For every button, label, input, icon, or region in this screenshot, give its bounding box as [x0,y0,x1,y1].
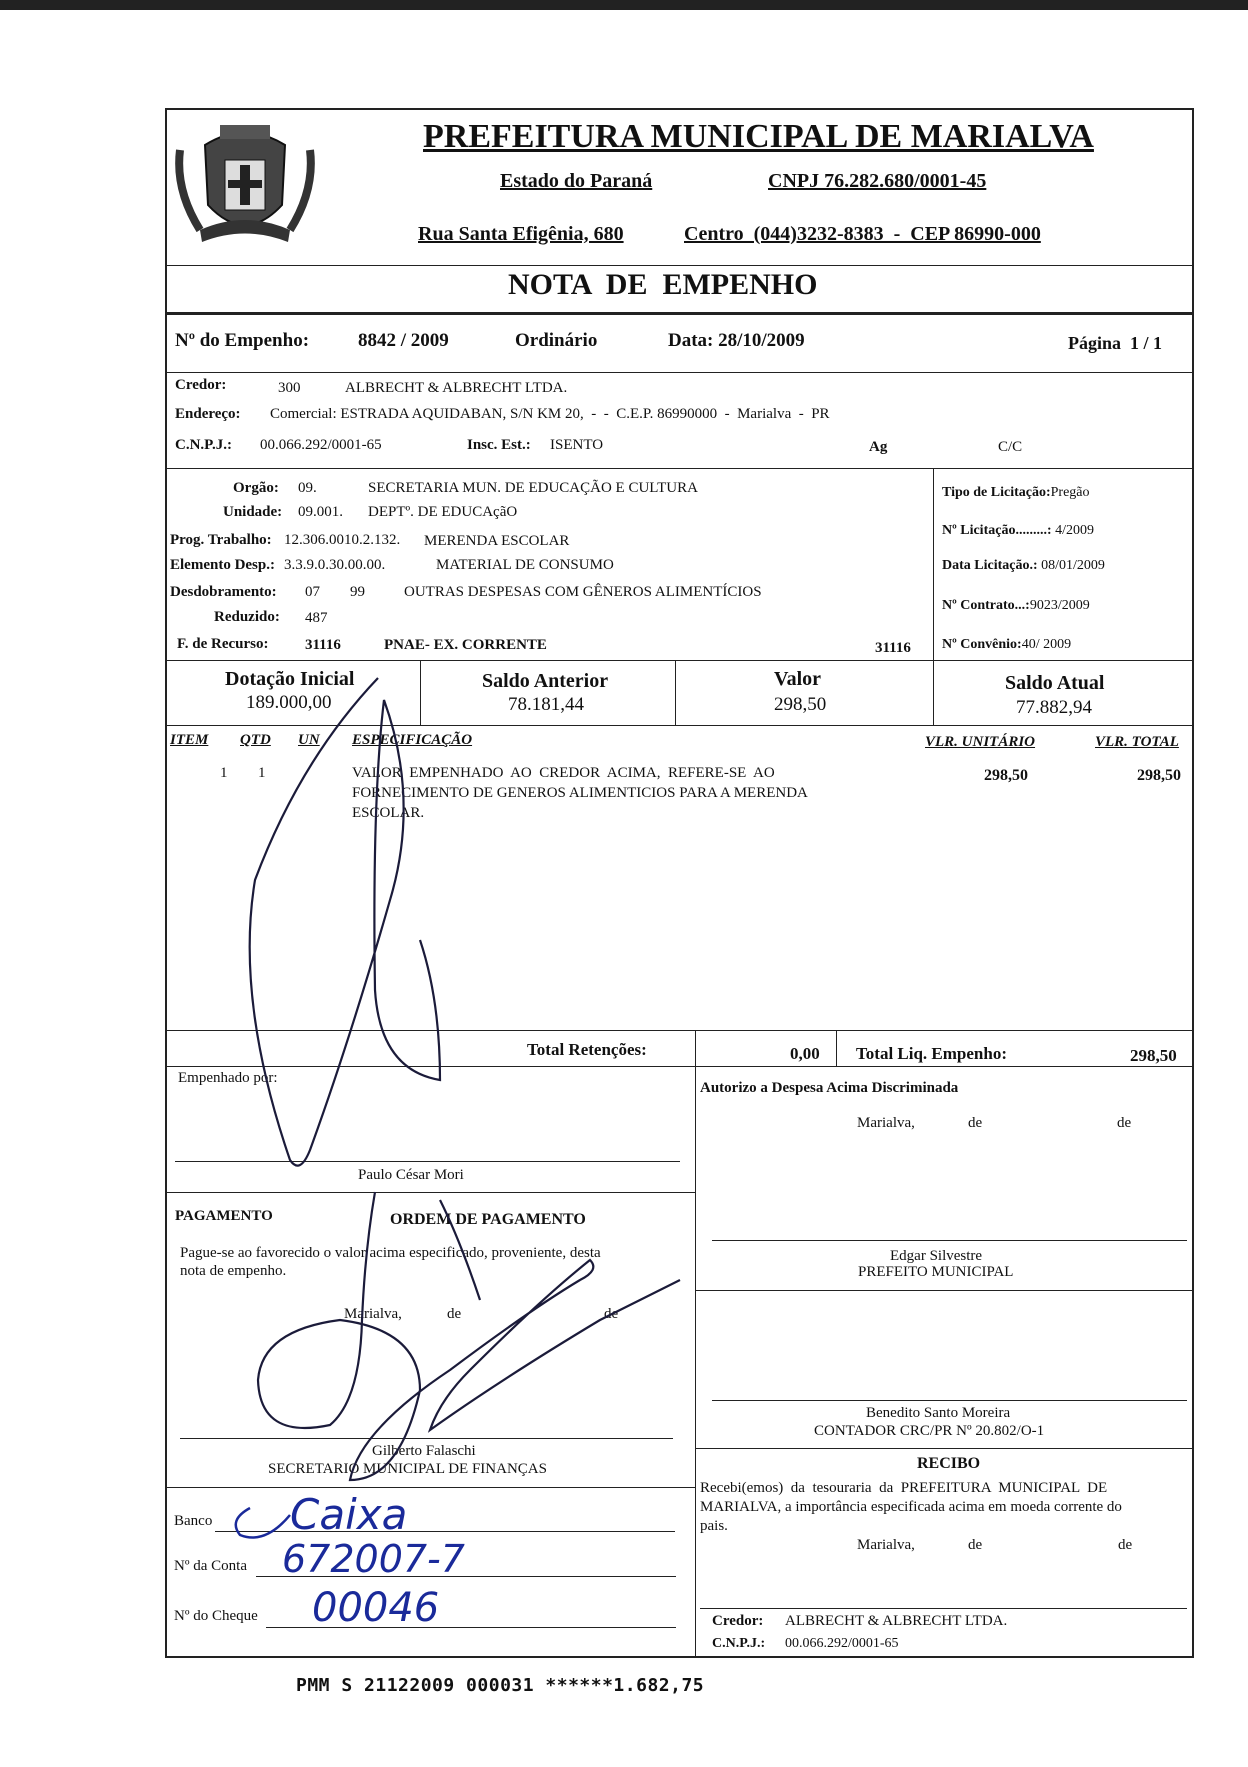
ag-label: Ag [869,439,888,455]
credor-name: ALBRECHT & ALBRECHT LTDA. [345,380,568,396]
orgao-name: SECRETARIA MUN. DE EDUCAÇÃO E CULTURA [368,480,698,496]
prog-label: Prog. Trabalho: [170,532,272,548]
recibo-cnpj-label: C.N.P.J.: [712,1636,766,1651]
valor-label: Valor [774,668,822,690]
credor-cnpj-label: C.N.P.J.: [175,437,232,453]
desd-code1: 07 [305,584,320,600]
retencoes-value: 0,00 [790,1044,820,1063]
row-total-value: 298,50 [1137,767,1181,784]
dotacao-value: 189.000,00 [246,692,332,713]
secretario-role: SECRETARIO MUNICIPAL DE FINANÇAS [268,1461,547,1477]
col-vlr-total: VLR. TOTAL [1095,734,1179,750]
credor-label: Credor: [175,377,227,393]
credor-cnpj: 00.066.292/0001-65 [260,437,382,453]
cheque-label: Nº do Cheque [174,1608,258,1624]
desd-code2: 99 [350,584,365,600]
saldo-anterior-value: 78.181,44 [508,694,584,715]
empenhado-label: Empenhado por: [178,1070,278,1086]
row-qtd: 1 [258,765,266,781]
recibo-text1: Recebi(emos) da tesouraria da PREFEITURA MUNICIPAL DE [700,1480,1108,1496]
recurso-code: 31116 [305,637,341,653]
row-unit-value: 298,50 [984,767,1028,784]
elem-label: Elemento Desp.: [170,557,275,573]
saldo-atual-label: Saldo Atual [1005,672,1105,694]
credor-code: 300 [278,380,301,396]
empenho-type: Ordinário [515,330,598,351]
recibo-de1: de [968,1537,983,1553]
coat-of-arms-icon [170,110,320,260]
autorizo-label: Autorizo a Despesa Acima Discriminada [700,1080,959,1096]
conta-handwritten: 672007-7 [282,1537,465,1581]
liq-value: 298,50 [1130,1046,1177,1065]
insc-label: Insc. Est.: [467,437,531,453]
ordem-pagamento-label: ORDEM DE PAGAMENTO [390,1211,586,1228]
endereco-label: Endereço: [175,406,241,422]
autorizo-de1: de [968,1115,983,1131]
convenio-label: Nº Convênio:40/ 2009 [942,637,1072,652]
endereco-value: Comercial: ESTRADA AQUIDABAN, S/N KM 20, - - C.E.P. 86990000 - Marialva - PR [270,406,830,422]
col-especificacao: ESPECIFICAÇÃO [352,732,473,748]
orgao-code: 09. [298,480,317,496]
col-item: ITEM [170,732,209,748]
empenho-number: 8842 / 2009 [358,330,449,351]
tipo-licitacao-label: Tipo de Licitação:Pregão [942,485,1090,500]
page-number: Página 1 / 1 [1068,333,1163,353]
prefeito-name: Edgar Silvestre [890,1248,983,1264]
empenhado-name: Paulo César Mori [358,1167,464,1183]
retencoes-label: Total Retenções: [527,1040,647,1059]
address-label: Rua Santa Efigênia, 680 [418,223,624,245]
recurso-name: PNAE- EX. CORRENTE [384,637,547,653]
pagamento-de1: de [447,1306,462,1322]
orgao-label: Orgão: [233,480,279,496]
pagamento-de2: de [604,1306,619,1322]
dotacao-label: Dotação Inicial [225,668,355,690]
prefeito-role: PREFEITO MUNICIPAL [858,1264,1014,1280]
secretario-name: Gilberto Falaschi [372,1443,476,1459]
desd-label: Desdobramento: [170,584,277,600]
recibo-credor: ALBRECHT & ALBRECHT LTDA. [785,1613,1008,1629]
autorizo-de2: de [1117,1115,1132,1131]
pagamento-text2: nota de empenho. [180,1263,287,1279]
recibo-de2: de [1118,1537,1133,1553]
recurso-label: F. de Recurso: [177,636,269,652]
row-spec-line1: VALOR EMPENHADO AO CREDOR ACIMA, REFERE-SE AO [352,765,775,781]
autorizo-city: Marialva, [857,1115,915,1131]
row-spec-line3: ESCOLAR. [352,805,425,821]
pagamento-city: Marialva, [344,1306,402,1322]
prog-name: MERENDA ESCOLAR [424,533,570,549]
unidade-code: 09.001. [298,504,343,520]
contrato-label: Nº Contrato...:9023/2009 [942,598,1090,613]
recibo-city: Marialva, [857,1537,915,1553]
elem-name: MATERIAL DE CONSUMO [436,557,614,573]
recibo-text2: MARIALVA, a importância especificada acima em moeda corrente do [700,1499,1122,1515]
contador-name: Benedito Santo Moreira [866,1405,1011,1421]
unidade-label: Unidade: [223,504,283,520]
page-title: PREFEITURA MUNICIPAL DE MARIALVA [423,118,1094,155]
saldo-atual-value: 77.882,94 [1016,697,1092,718]
conta-label: Nº da Conta [174,1558,247,1574]
valor-value: 298,50 [774,694,827,715]
doc-title: NOTA DE EMPENHO [508,268,818,301]
empenho-date: Data: 28/10/2009 [668,330,805,351]
contador-role: CONTADOR CRC/PR Nº 20.802/O-1 [814,1423,1045,1439]
recibo-credor-label: Credor: [712,1613,764,1629]
pagamento-text1: Pague-se ao favorecido o valor acima especificado, proveniente, desta [180,1245,601,1261]
elem-code: 3.3.9.0.30.00.00. [284,557,386,573]
recurso-code2: 31116 [875,640,911,656]
reduz-label: Reduzido: [214,609,280,625]
liq-label: Total Liq. Empenho: [856,1044,1007,1063]
empenho-label: Nº do Empenho: [175,330,310,351]
cc-label: C/C [998,439,1023,455]
cnpj-label: CNPJ 76.282.680/0001-45 [768,170,987,192]
col-vlr-unitario: VLR. UNITÁRIO [925,734,1036,750]
col-un: UN [298,732,320,748]
unidade-name: DEPTº. DE EDUCAçãO [368,504,518,520]
banco-handwritten: Caixa [290,1490,408,1539]
scan-top-edge [0,0,1248,10]
recibo-text3: pais. [700,1518,728,1534]
bank-stamp: PMM S 21122009 000031 ******1.682,75 [296,1675,705,1696]
row-spec-line2: FORNECIMENTO DE GENEROS ALIMENTICIOS PARA A MERENDA [352,785,808,801]
banco-label: Banco [174,1513,213,1529]
state-label: Estado do Paraná [500,170,653,192]
insc-value: ISENTO [550,437,604,453]
recibo-cnpj: 00.066.292/0001-65 [785,1636,899,1651]
data-licitacao-label: Data Licitação.: 08/01/2009 [942,558,1105,573]
recibo-title: RECIBO [917,1455,981,1472]
address2-label: Centro (044)3232-8383 - CEP 86990-000 [684,223,1041,245]
desd-name: OUTRAS DESPESAS COM GÊNEROS ALIMENTÍCIOS [404,584,762,600]
pagamento-label: PAGAMENTO [175,1208,273,1224]
prog-code: 12.306.0010.2.132. [284,532,401,548]
cheque-handwritten: 00046 [312,1585,440,1631]
saldo-anterior-label: Saldo Anterior [482,670,609,692]
num-licitacao-label: Nº Licitação.........: 4/2009 [942,523,1094,538]
reduz-value: 487 [305,610,328,626]
row-item: 1 [220,765,228,781]
col-qtd: QTD [240,732,271,748]
